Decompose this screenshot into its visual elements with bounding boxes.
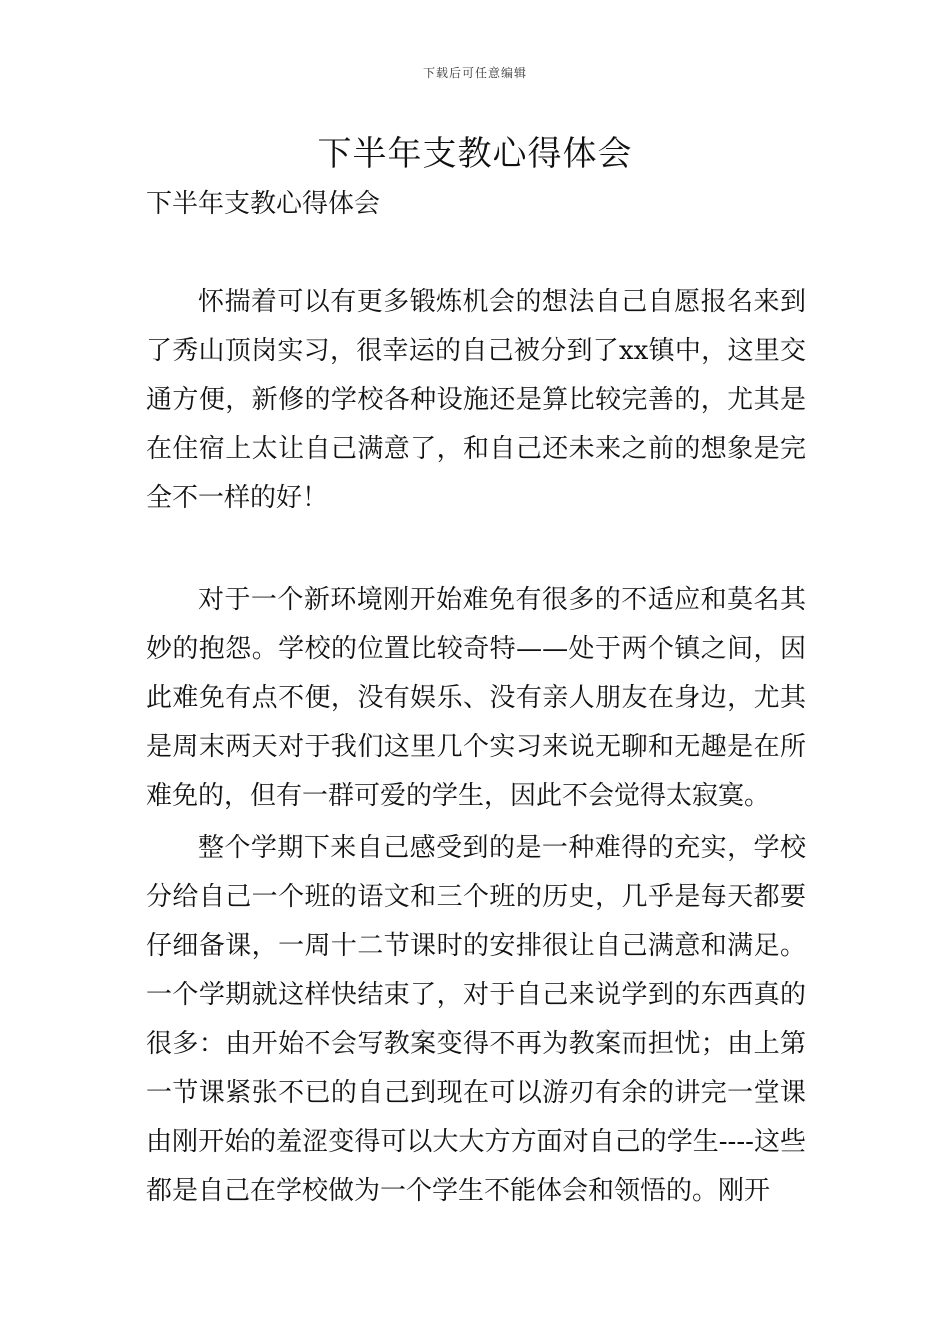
document-subtitle: 下半年支教心得体会 xyxy=(146,189,381,219)
paragraph: 怀揣着可以有更多锻炼机会的想法自己自愿报名来到了秀山顶岗实习，很幸运的自己被分到了xx镇中，这里交通方便，新修的学校各种设施还是算比较完善的，尤其是在住宿上太让自己满意了，和自己还未来之前的想象是完全不一样的好！ xyxy=(146,287,806,513)
document-title: 下半年支教心得体会 xyxy=(317,134,633,174)
paragraph: 对于一个新环境刚开始难免有很多的不适应和莫名其妙的抱怨。学校的位置比较奇特——处于两个镇之间，因此难免有点不便，没有娱乐、没有亲人朋友在身边，尤其是周末两天对于我们这里几个实习来说无聊和无趣是在所难免的，但有一群可爱的学生，因此不会觉得太寂寞。 xyxy=(146,585,806,811)
header-note: 下载后可任意编辑 xyxy=(422,66,527,80)
paragraph: 整个学期下来自己感受到的是一种难得的充实，学校分给自己一个班的语文和三个班的历史，几乎是每天都要仔细备课，一周十二节课时的安排很让自己满意和满足。一个学期就这样快结束了，对于自己来说学到的东西真的很多：由开始不会写教案变得不再为教案而担忧；由上第一节课紧张不已的自己到现在可以游刃有余的讲完一堂课由刚开始的羞涩变得可以大大方方面对自己的学生----这些都是自己在学校做为一个学生不能体会和领悟的。刚开 xyxy=(146,833,806,1206)
